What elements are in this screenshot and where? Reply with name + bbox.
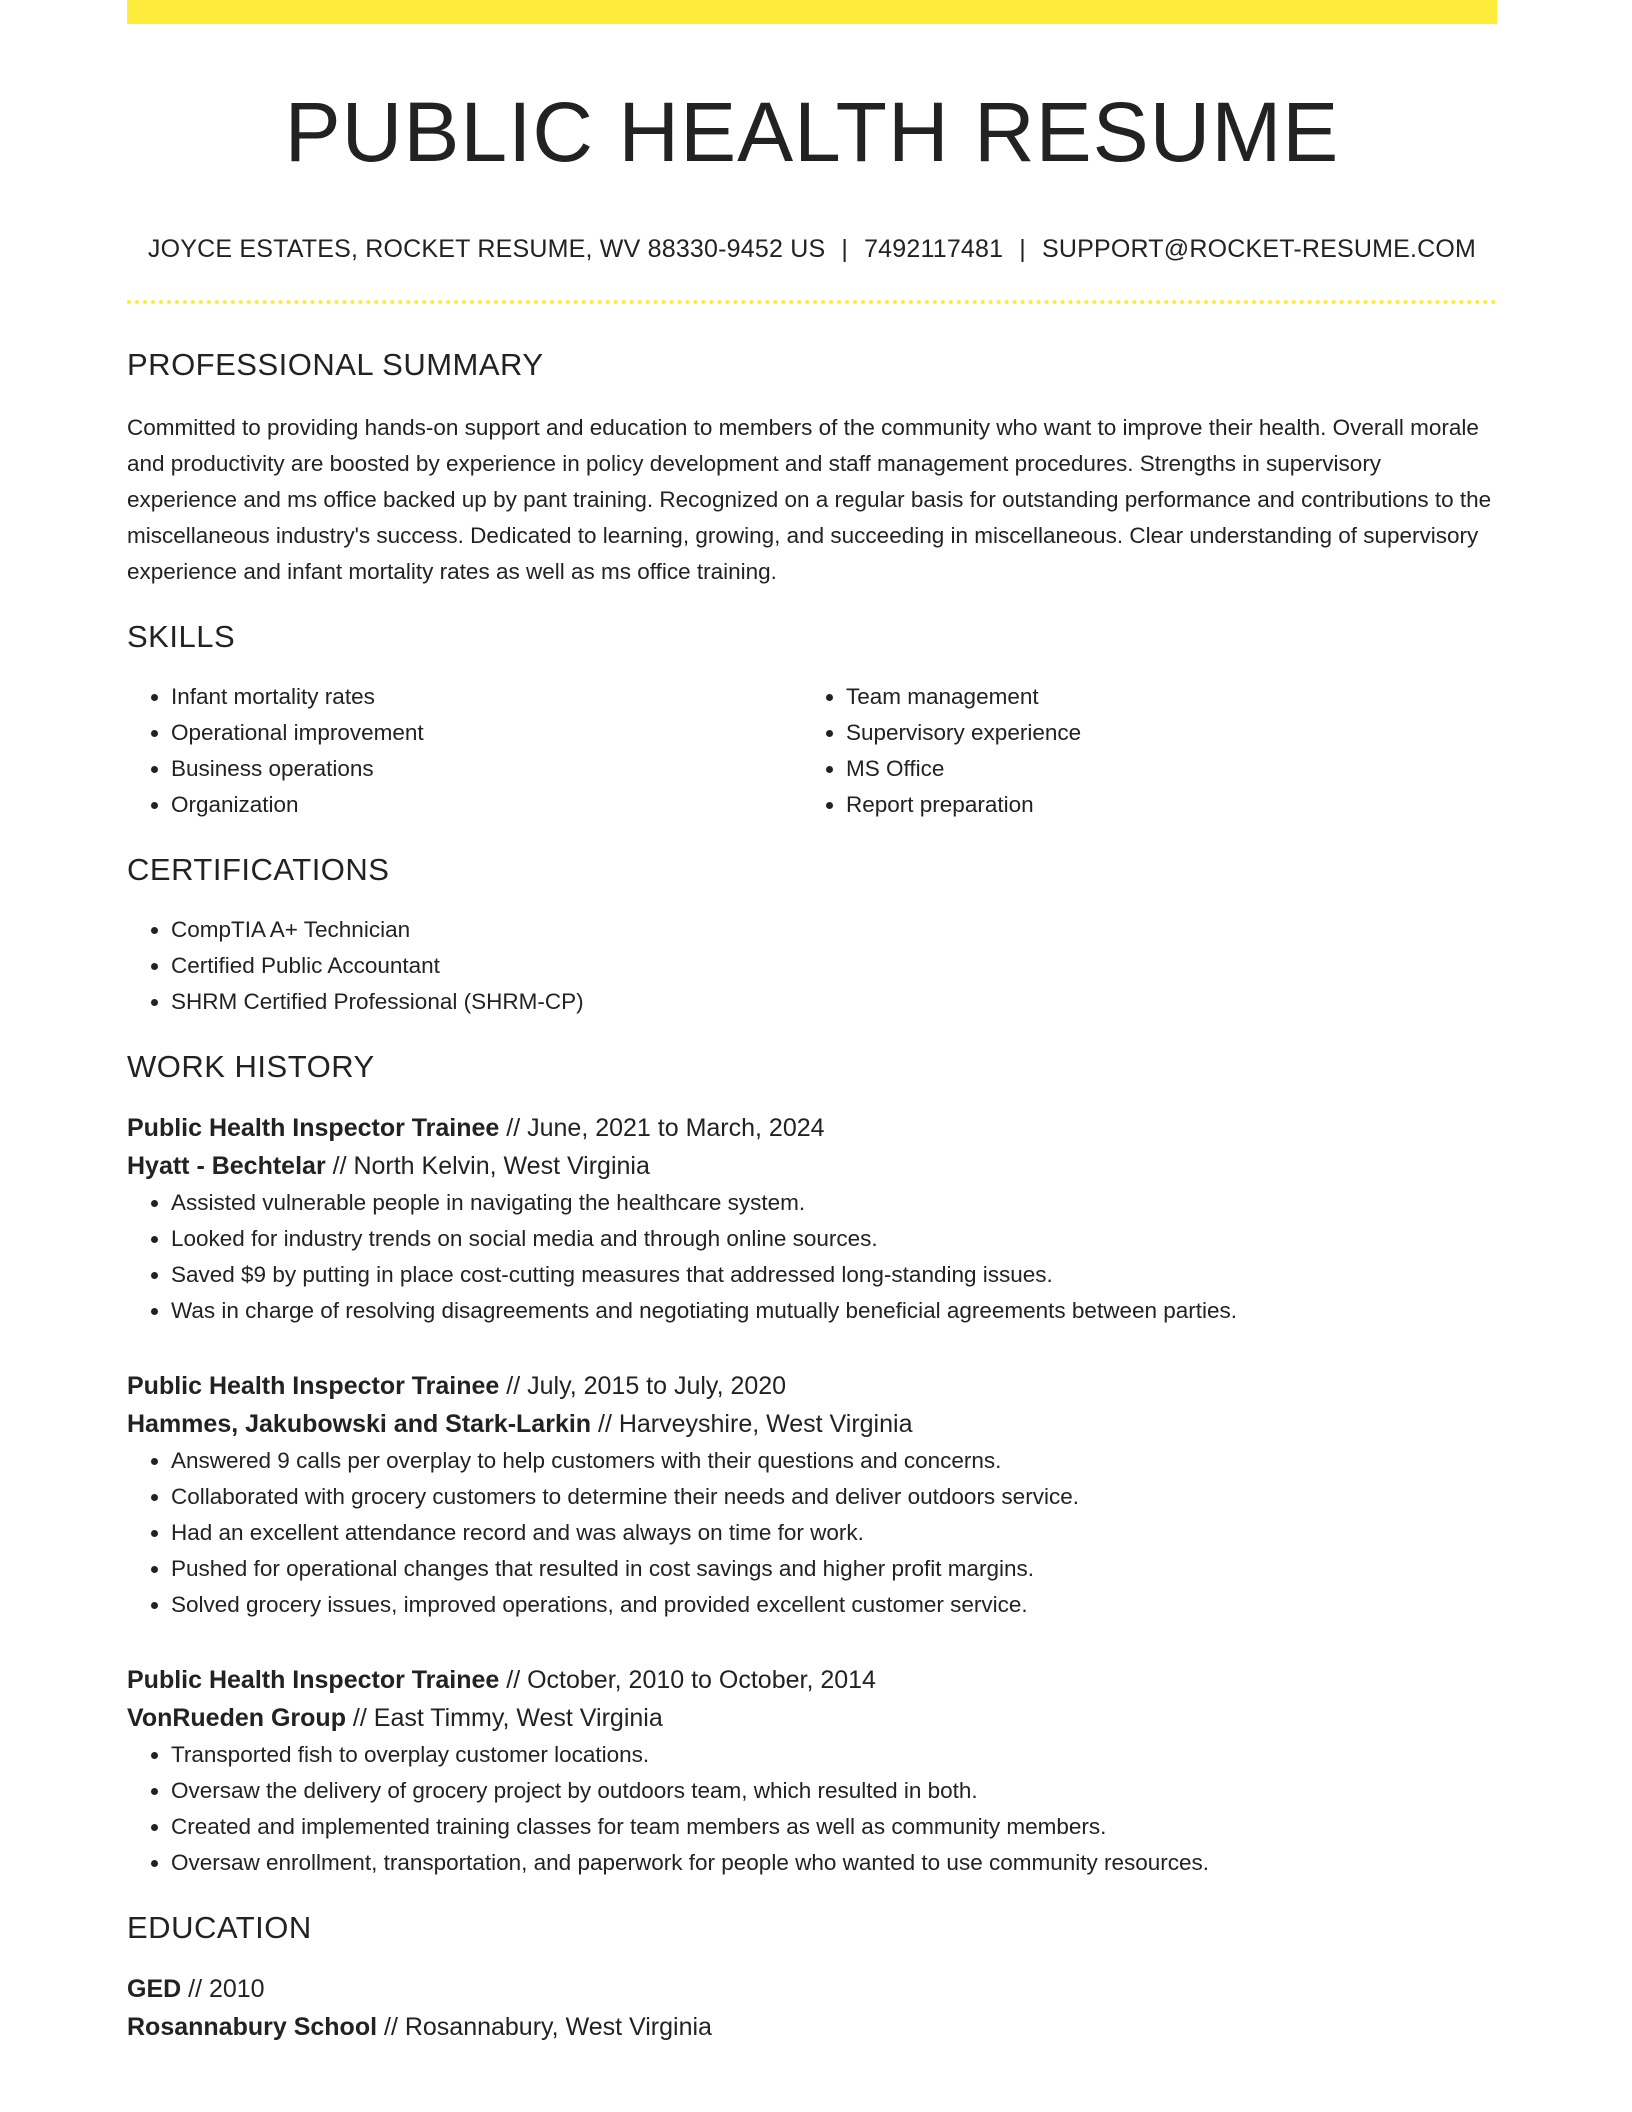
skill-item: • Operational improvement bbox=[171, 715, 802, 751]
skills-grid bbox=[127, 679, 1497, 823]
job-bullet: • Transported fish to overplay customer locations. bbox=[171, 1737, 1497, 1773]
job-title-line bbox=[127, 1367, 1497, 1405]
resume-page bbox=[127, 0, 1497, 2046]
job-company: Hammes, Jakubowski and Stark-Larkin bbox=[127, 1410, 592, 1439]
job-title: Public Health Inspector Trainee bbox=[127, 1666, 500, 1695]
job-bullet: • Pushed for operational changes that resulted in cost savings and higher profit margins. bbox=[171, 1551, 1497, 1587]
job-dates: // October, 2010 to October, 2014 bbox=[499, 1666, 876, 1695]
job-location: // East Timmy, West Virginia bbox=[345, 1704, 663, 1733]
job-bullet: • Oversaw the delivery of grocery project by outdoors team, which resulted in both. bbox=[171, 1773, 1497, 1809]
job-bullet: • Collaborated with grocery customers to determine their needs and deliver outdoors service. bbox=[171, 1479, 1497, 1515]
certification-item: • CompTIA A+ Technician bbox=[171, 912, 1497, 948]
job-title: Public Health Inspector Trainee bbox=[127, 1114, 500, 1143]
job-bullets bbox=[127, 1443, 1497, 1623]
job-location: // Harveyshire, West Virginia bbox=[591, 1410, 913, 1439]
skill-item: • MS Office bbox=[846, 751, 1477, 787]
contact-phone: 7492117481 bbox=[864, 235, 1004, 264]
skill-item: • Supervisory experience bbox=[846, 715, 1477, 751]
job-entry bbox=[127, 1109, 1497, 1329]
job-company-line bbox=[127, 1405, 1497, 1443]
job-bullet: • Oversaw enrollment, transportation, and paperwork for people who wanted to use community resources. bbox=[171, 1845, 1497, 1881]
education-heading: EDUCATION bbox=[127, 1910, 312, 1946]
job-company-line bbox=[127, 1147, 1497, 1185]
skill-item: • Organization bbox=[171, 787, 802, 823]
skills-right-column bbox=[802, 679, 1477, 823]
skills-heading: SKILLS bbox=[127, 618, 236, 654]
skill-item: • Business operations bbox=[171, 751, 802, 787]
skill-item: • Report preparation bbox=[846, 787, 1477, 823]
job-bullet: • Saved $9 by putting in place cost-cutting measures that addressed long-standing issues. bbox=[171, 1257, 1497, 1293]
skill-item: • Infant mortality rates bbox=[171, 679, 802, 715]
certifications-heading: CERTIFICATIONS bbox=[127, 851, 390, 887]
work-history-heading: WORK HISTORY bbox=[127, 1048, 375, 1084]
education-school: Rosannabury School bbox=[127, 2013, 378, 2042]
job-bullet: • Had an excellent attendance record and was always on time for work. bbox=[171, 1515, 1497, 1551]
job-company: VonRueden Group bbox=[127, 1704, 346, 1733]
job-dates: // July, 2015 to July, 2020 bbox=[499, 1372, 787, 1401]
education-year: // 2010 bbox=[181, 1975, 265, 2004]
summary-text: Committed to providing hands-on support and education to members of the community who want to improve their health. Overall morale and productivity are boosted by experience in policy development and staff management procedures. Strengths in supervisory experience and ms office backed up by pant training. Recognized on a regular basis for outstanding performance and contributions to the miscellaneous industry's success. Dedicated to learning, growing, and succeeding in miscellaneous. Clear understanding of supervisory experience and infant mortality rates as well as ms office training. bbox=[127, 414, 1492, 584]
skill-item: • Team management bbox=[846, 679, 1477, 715]
accent-top-bar bbox=[127, 0, 1497, 24]
job-entry bbox=[127, 1661, 1497, 1881]
job-bullet: • Answered 9 calls per overplay to help customers with their questions and concerns. bbox=[171, 1443, 1497, 1479]
education-degree-line bbox=[127, 1970, 1497, 2008]
resume-title: PUBLIC HEALTH RESUME bbox=[284, 85, 1340, 179]
job-dates: // June, 2021 to March, 2024 bbox=[499, 1114, 825, 1143]
dotted-divider bbox=[127, 300, 1497, 304]
education-degree: GED bbox=[127, 1975, 182, 2004]
job-bullet: • Assisted vulnerable people in navigating the healthcare system. bbox=[171, 1185, 1497, 1221]
job-bullets bbox=[127, 1185, 1497, 1329]
job-company: Hyatt - Bechtelar bbox=[127, 1152, 326, 1181]
certifications-list bbox=[127, 912, 1497, 1020]
skills-left-column bbox=[127, 679, 802, 823]
job-bullet: • Looked for industry trends on social media and through online sources. bbox=[171, 1221, 1497, 1257]
contact-separator: | bbox=[1019, 235, 1026, 264]
job-title: Public Health Inspector Trainee bbox=[127, 1372, 500, 1401]
education-entry bbox=[127, 1970, 1497, 2046]
contact-line bbox=[127, 234, 1497, 264]
job-entry bbox=[127, 1367, 1497, 1623]
certification-item: • SHRM Certified Professional (SHRM-CP) bbox=[171, 984, 1497, 1020]
job-title-line bbox=[127, 1109, 1497, 1147]
contact-address: JOYCE ESTATES, ROCKET RESUME, WV 88330-9452 US bbox=[147, 235, 826, 264]
certification-item: • Certified Public Accountant bbox=[171, 948, 1497, 984]
job-location: // North Kelvin, West Virginia bbox=[325, 1152, 650, 1181]
education-school-line bbox=[127, 2008, 1497, 2046]
job-bullet: • Was in charge of resolving disagreements and negotiating mutually beneficial agreements between parties. bbox=[171, 1293, 1497, 1329]
contact-email: SUPPORT@ROCKET-RESUME.COM bbox=[1041, 235, 1477, 264]
job-bullets bbox=[127, 1737, 1497, 1881]
job-bullet: • Solved grocery issues, improved operations, and provided excellent customer service. bbox=[171, 1587, 1497, 1623]
contact-separator: | bbox=[841, 235, 849, 264]
job-title-line bbox=[127, 1661, 1497, 1699]
job-company-line bbox=[127, 1699, 1497, 1737]
education-location: // Rosannabury, West Virginia bbox=[377, 2013, 712, 2042]
summary-heading: PROFESSIONAL SUMMARY bbox=[127, 347, 544, 383]
job-bullet: • Created and implemented training classes for team members as well as community members. bbox=[171, 1809, 1497, 1845]
